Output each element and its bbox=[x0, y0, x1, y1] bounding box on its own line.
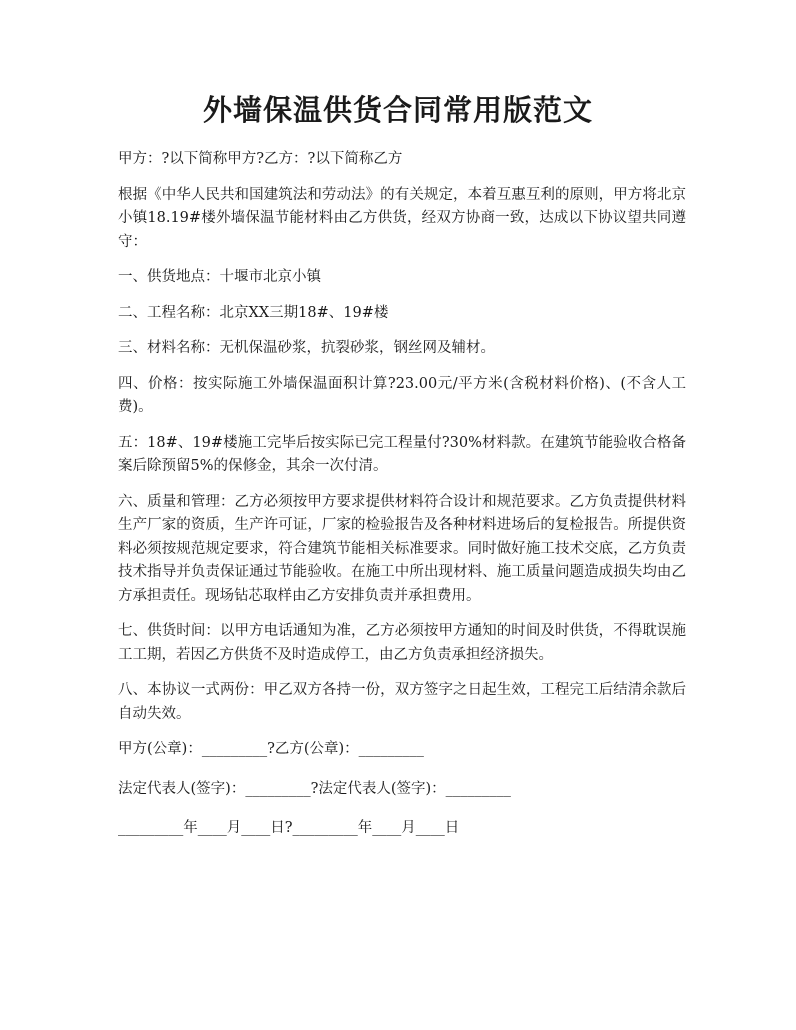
document-title: 外墙保温供货合同常用版范文 bbox=[202, 93, 593, 127]
clause-delivery-time: 七、供货时间：以甲方电话通知为准，乙方必须按甲方通知的时间及时供货，不得耽误施工工期，若因乙方供货不及时造成停工，由乙方负责承担经济损失。 bbox=[118, 623, 686, 663]
clause-price: 四、价格：按实际施工外墙保温面积计算?23.00元/平方米(含税材料价格)、(不含人工费)。 bbox=[118, 375, 686, 415]
parties-line: 甲方：?以下简称甲方?乙方：?以下简称乙方 bbox=[118, 151, 403, 167]
clause-payment: 五：18#、19#楼施工完毕后按实际已完工程量付?30%材料款。在建筑节能验收合格备案后除预留5%的保修金，其余一次付清。 bbox=[118, 434, 686, 474]
preamble-paragraph: 根据《中华人民共和国建筑法和劳动法》的有关规定，本着互惠互利的原则，甲方将北京小镇18.19#楼外墙保温节能材料由乙方供货，经双方协商一致，达成以下协议望共同遵守： bbox=[118, 186, 686, 250]
document-body bbox=[118, 148, 686, 857]
clause-delivery-location: 一、供货地点：十堰市北京小镇 bbox=[118, 269, 321, 285]
clause-material-name: 三、材料名称：无机保温砂浆，抗裂砂浆，钢丝网及辅材。 bbox=[118, 340, 495, 356]
clause-copies-validity: 八、本协议一式两份：甲乙双方各持一份，双方签字之日起生效，工程完工后结清余款后自动失效。 bbox=[118, 682, 686, 722]
date-line: _________年____月____日?_________年____月____日 bbox=[118, 820, 460, 836]
clause-quality-management: 六、质量和管理：乙方必须按甲方要求提供材料符合设计和规范要求。乙方负责提供材料生产厂家的资质，生产许可证，厂家的检验报告及各种材料进场后的复检报告。所提供资料必须按规范规定要求，符合建筑节能相关标准要求。同时做好施工技术交底，乙方负责技术指导并负责保证通过节能验收。在施工中所出现材料、施工质量问题造成损失均由乙方承担责任。现场钻芯取样由乙方安排负责并承担费用。 bbox=[118, 493, 686, 604]
signature-line: 法定代表人(签字)：_________?法定代表人(签字)：_________ bbox=[118, 780, 511, 797]
clause-project-name: 二、工程名称：北京XX三期18#、19#楼 bbox=[118, 304, 389, 321]
seal-line: 甲方(公章)：_________?乙方(公章)：_________ bbox=[118, 741, 424, 757]
